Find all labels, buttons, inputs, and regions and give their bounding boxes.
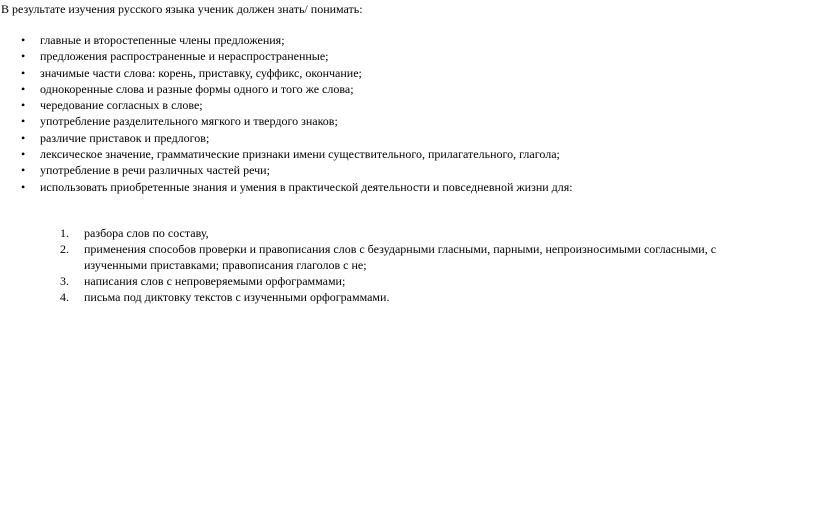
- list-item-text: применения способов проверки и правописания слов с безударными гласными, парными, непроизносимыми согласными, с изученными приставками; правописания глаголов с не;: [84, 242, 717, 272]
- bullet-marker: •: [21, 130, 26, 145]
- numbered-list: [0, 225, 816, 305]
- list-number: 4.: [60, 290, 69, 304]
- list-item-text: употребление в речи различных частей речи;: [40, 163, 270, 178]
- bullet-marker: •: [21, 65, 26, 80]
- list-item-text: чередование согласных в слове;: [40, 98, 203, 113]
- bullet-marker: •: [21, 33, 26, 47]
- bullet-marker: •: [21, 163, 26, 178]
- list-item-text: главные и второстепенные члены предложения;: [40, 33, 285, 47]
- bullet-marker: •: [21, 114, 26, 129]
- intro-paragraph: В результате изучения русского языка ученик должен знать/ понимать:: [1, 2, 363, 16]
- bullet-marker: •: [21, 147, 26, 162]
- list-item-text: предложения распространенные и нераспространенные;: [40, 49, 329, 64]
- bullet-marker: •: [21, 179, 26, 194]
- list-item-text: значимые части слова: корень, приставку, суффикс, окончание;: [40, 65, 362, 80]
- list-item-text: употребление разделительного мягкого и твердого знаков;: [40, 114, 338, 129]
- list-number: 1.: [60, 226, 69, 240]
- list-item: [0, 241, 816, 273]
- bullet-marker: •: [21, 98, 26, 113]
- list-item-text: использовать приобретенные знания и умения в практической деятельности и повседневной жизни для:: [40, 179, 573, 194]
- list-item-text: разбора слов по составу,: [84, 226, 209, 240]
- list-item: [0, 289, 816, 305]
- list-item: [0, 273, 816, 289]
- bullet-marker: •: [21, 49, 26, 64]
- list-item-text: однокоренные слова и разные формы одного и того же слова;: [40, 81, 354, 96]
- list-number: 2.: [60, 242, 69, 256]
- list-item-text: письма под диктовку текстов с изученными орфограммами.: [84, 290, 390, 304]
- list-item-text: различие приставок и предлогов;: [40, 130, 210, 145]
- list-number: 3.: [60, 274, 69, 288]
- list-item-text: лексическое значение, грамматические признаки имени существительного, прилагательного, глагола;: [40, 147, 560, 162]
- bullet-marker: •: [21, 81, 26, 96]
- list-item-text: написания слов с непроверяемыми орфограммами;: [84, 274, 346, 288]
- list-item: [0, 225, 816, 241]
